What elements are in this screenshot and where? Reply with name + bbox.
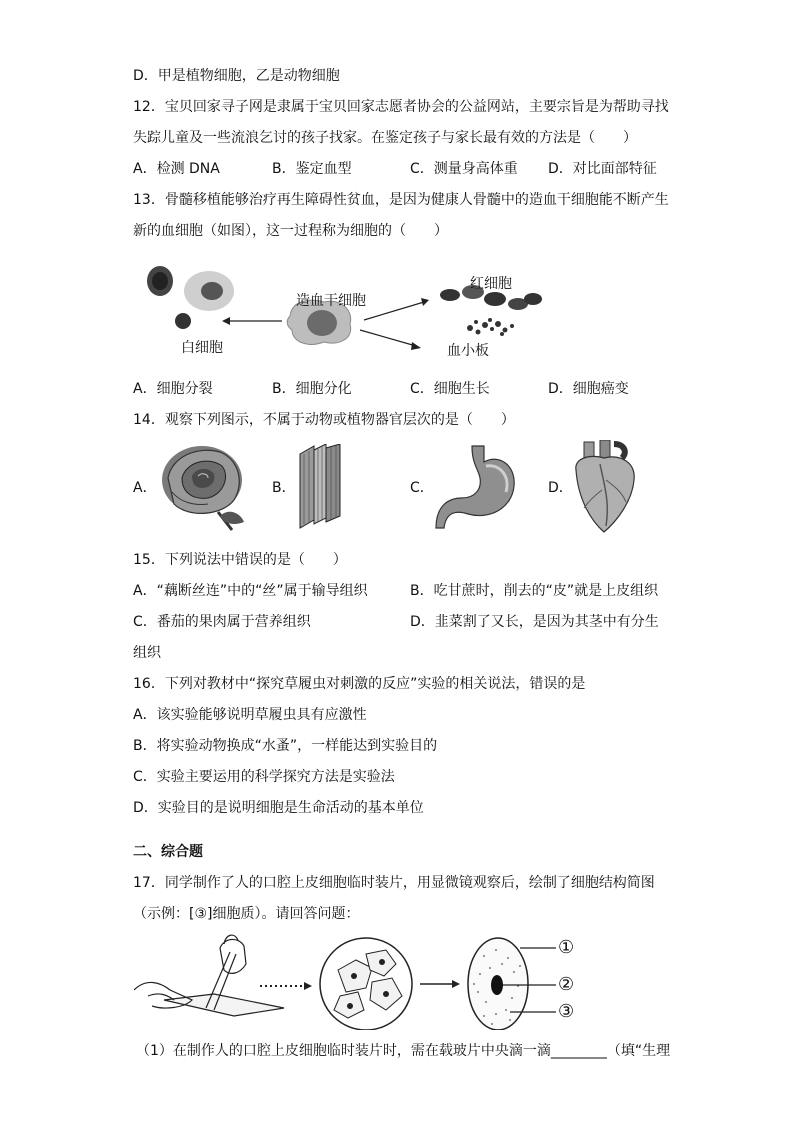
q12-option-a: A．检测 DNA <box>133 161 220 177</box>
label-platelet: 血小板 <box>447 343 489 359</box>
q15-option-b: B．吃甘蔗时，削去的“皮”就是上皮组织 <box>410 583 659 599</box>
arrow-to-platelet <box>360 330 421 350</box>
q15-option-c: C．番茄的果肉属于营养组织 <box>133 614 311 630</box>
q16-option-b: B．将实验动物换成“水蚤”，一样能达到实验目的 <box>133 738 438 754</box>
cell-label-1: ① <box>558 937 575 958</box>
cell-label-2: ② <box>558 974 575 995</box>
q15-option-a: A．“藕断丝连”中的“丝”属于输导组织 <box>133 583 368 599</box>
q16-stem: 16．下列对教材中“探究草履虫对刺激的反应”实验的相关说法，错误的是 <box>133 676 586 692</box>
q17-stem-line2: （示例：[③]细胞质）。请回答问题： <box>133 906 360 922</box>
q17-stem-line1: 17．同学制作了人的口腔上皮细胞临时装片，用显微镜观察后，绘制了细胞结构简图 <box>133 875 655 891</box>
slide-preparation-hands-icon <box>134 935 284 1016</box>
q13-option-c: C．细胞生长 <box>410 381 490 397</box>
q14-stem: 14．观察下列图示，不属于动物或植物器官层次的是（ ） <box>133 412 515 428</box>
label-red-cell: 红细胞 <box>470 276 512 292</box>
platelet-icons <box>467 318 514 336</box>
q16-option-a: A．该实验能够说明草履虫具有应激性 <box>133 707 367 723</box>
q12-option-c: C．测量身高体重 <box>410 161 518 177</box>
q12-stem-line2: 失踪儿童及一些流浪乞讨的孩子找家。在鉴定孩子与家长最有效的方法是（ ） <box>133 130 637 146</box>
cell-structure-diagram <box>468 938 556 1030</box>
q12-option-b: B．鉴定血型 <box>272 161 352 177</box>
arrow-to-red-cell <box>364 298 429 320</box>
cheek-cell-figure <box>134 930 594 1030</box>
microscope-view-icon <box>320 938 412 1030</box>
q17-sub-question-1: （1）在制作人的口腔上皮细胞临时装片时，需在载玻片中央滴一滴________（填“生理 <box>136 1043 671 1059</box>
q13-option-b: B．细胞分化 <box>272 381 352 397</box>
q13-stem-line2: 新的血细胞（如图），这一过程称为细胞的（ ） <box>133 223 448 239</box>
muscle-fiber-icon <box>296 444 346 530</box>
q12-stem-line1: 12．宝贝回家寻子网是隶属于宝贝回家志愿者协会的公益网站，主要宗旨是为帮助寻找 <box>133 99 669 115</box>
stomach-icon <box>434 444 520 530</box>
q13-option-a: A．细胞分裂 <box>133 381 213 397</box>
q13-option-d: D．细胞癌变 <box>548 381 629 397</box>
q12-option-d: D．对比面部特征 <box>548 161 657 177</box>
q14-option-b: B． <box>272 480 296 496</box>
q16-option-c: C．实验主要运用的科学探究方法是实验法 <box>133 769 395 785</box>
white-blood-cell-icons <box>147 266 234 329</box>
q14-option-a: A． <box>133 480 157 496</box>
q15-option-d-line1: D．韭菜割了又长，是因为其茎中有分生 <box>410 614 659 630</box>
q16-option-d: D．实验目的是说明细胞是生命活动的基本单位 <box>133 800 424 816</box>
cell-label-3: ③ <box>558 1001 575 1022</box>
q14-option-d: D． <box>548 480 573 496</box>
q14-option-c: C． <box>410 480 434 496</box>
section-title: 二、综合题 <box>133 844 203 860</box>
q13-stem-line1: 13．骨髓移植能够治疗再生障碍性贫血，是因为健康人骨髓中的造血干细胞能不断产生 <box>133 192 669 208</box>
rose-flower-icon <box>158 442 250 532</box>
solid-arrow-icon <box>420 980 460 988</box>
heart-icon <box>570 440 640 534</box>
arrow-to-white-cell <box>222 317 282 325</box>
q11-option-d: D．甲是植物细胞，乙是动物细胞 <box>133 68 340 84</box>
label-white-cell: 白细胞 <box>181 340 223 356</box>
q15-option-d-line2: 组织 <box>133 645 161 661</box>
label-stem-cell: 造血干细胞 <box>296 293 366 309</box>
dotted-arrow-icon <box>260 982 312 990</box>
q15-stem: 15．下列说法中错误的是（ ） <box>133 552 347 568</box>
